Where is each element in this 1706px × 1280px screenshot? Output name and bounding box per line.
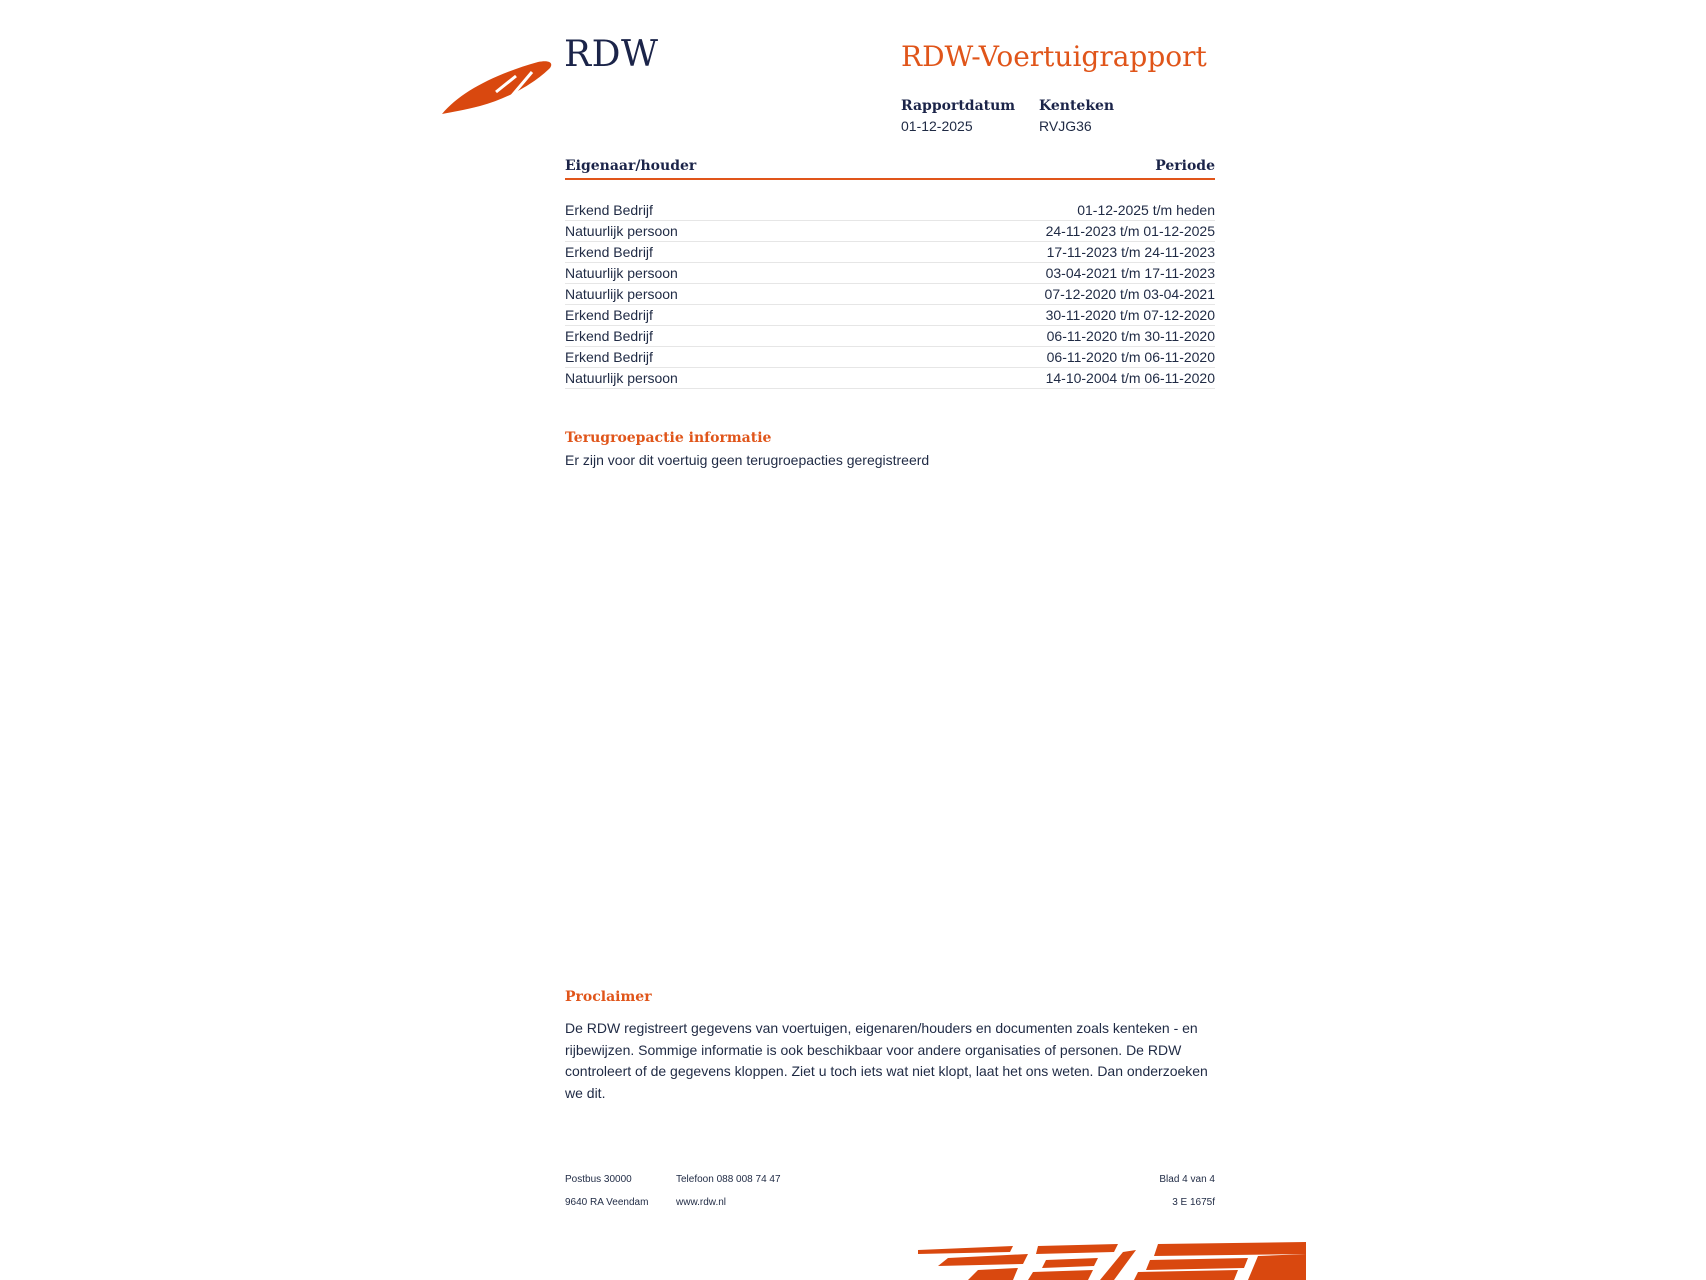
owner-period: 03-04-2021 t/m 17-11-2023 bbox=[1045, 265, 1215, 281]
owner-type: Natuurlijk persoon bbox=[565, 223, 678, 239]
owner-period: 07-12-2020 t/m 03-04-2021 bbox=[1044, 286, 1215, 302]
footer-website-link[interactable]: www.rdw.nl bbox=[676, 1197, 727, 1208]
owner-period: 01-12-2025 t/m heden bbox=[1077, 202, 1215, 218]
table-row bbox=[565, 284, 1215, 305]
footer-phone: Telefoon 088 008 74 47 bbox=[676, 1174, 781, 1185]
owner-period: 24-11-2023 t/m 01-12-2025 bbox=[1045, 223, 1215, 239]
owner-period: 30-11-2020 t/m 07-12-2020 bbox=[1045, 307, 1215, 323]
recall-text: Er zijn voor dit voertuig geen terugroepacties geregistreerd bbox=[565, 452, 930, 468]
proclaimer-title: Proclaimer bbox=[565, 989, 652, 1005]
footer-city: 9640 RA Veendam bbox=[565, 1197, 649, 1208]
rdw-footer-stripes-icon bbox=[918, 1242, 1306, 1280]
owner-period: 06-11-2020 t/m 30-11-2020 bbox=[1046, 328, 1215, 344]
table-row bbox=[565, 221, 1215, 242]
brand-name: RDW bbox=[564, 34, 659, 75]
plate-value: RVJG36 bbox=[1039, 118, 1092, 134]
owner-period: 06-11-2020 t/m 06-11-2020 bbox=[1046, 349, 1215, 365]
owner-type: Erkend Bedrijf bbox=[565, 328, 653, 344]
table-row bbox=[565, 200, 1215, 221]
owner-type: Natuurlijk persoon bbox=[565, 370, 678, 386]
footer-postbus: Postbus 30000 bbox=[565, 1174, 632, 1185]
table-row bbox=[565, 242, 1215, 263]
owners-list bbox=[565, 200, 1215, 389]
table-row bbox=[565, 326, 1215, 347]
owner-column-header: Eigenaar/houder bbox=[565, 158, 697, 174]
owner-type: Erkend Bedrijf bbox=[565, 307, 653, 323]
period-column-header: Periode bbox=[1155, 158, 1215, 174]
owner-type: Erkend Bedrijf bbox=[565, 244, 653, 260]
report-date-label: Rapportdatum bbox=[901, 98, 1016, 114]
owner-period: 17-11-2023 t/m 24-11-2023 bbox=[1046, 244, 1215, 260]
owner-type: Natuurlijk persoon bbox=[565, 286, 678, 302]
table-row bbox=[565, 368, 1215, 389]
owners-table bbox=[565, 158, 1215, 389]
proclaimer-text: De RDW registreert gegevens van voertuigen, eigenaren/houders en documenten zoals kenteken - en rijbewijzen. Sommige informatie is ook beschikbaar voor andere organisaties of personen. De RDW controleert of de gegevens kloppen. Ziet u toch iets wat niet klopt, laat het ons weten. Dan onderzoeken we dit. bbox=[565, 1020, 1208, 1101]
table-row bbox=[565, 305, 1215, 326]
owner-type: Erkend Bedrijf bbox=[565, 202, 653, 218]
plate-label: Kenteken bbox=[1039, 98, 1115, 114]
recall-section-title: Terugroepactie informatie bbox=[565, 430, 772, 446]
owner-period: 14-10-2004 t/m 06-11-2020 bbox=[1045, 370, 1215, 386]
footer-page-number: Blad 4 van 4 bbox=[1159, 1174, 1215, 1185]
table-row bbox=[565, 347, 1215, 368]
table-row bbox=[565, 263, 1215, 284]
report-date-value: 01-12-2025 bbox=[901, 118, 973, 134]
report-title: RDW-Voertuigrapport bbox=[901, 40, 1207, 73]
owner-type: Natuurlijk persoon bbox=[565, 265, 678, 281]
rdw-feather-logo-icon bbox=[440, 52, 560, 116]
owners-table-header bbox=[565, 158, 1215, 180]
owner-type: Erkend Bedrijf bbox=[565, 349, 653, 365]
footer-document-code: 3 E 1675f bbox=[1172, 1197, 1215, 1208]
